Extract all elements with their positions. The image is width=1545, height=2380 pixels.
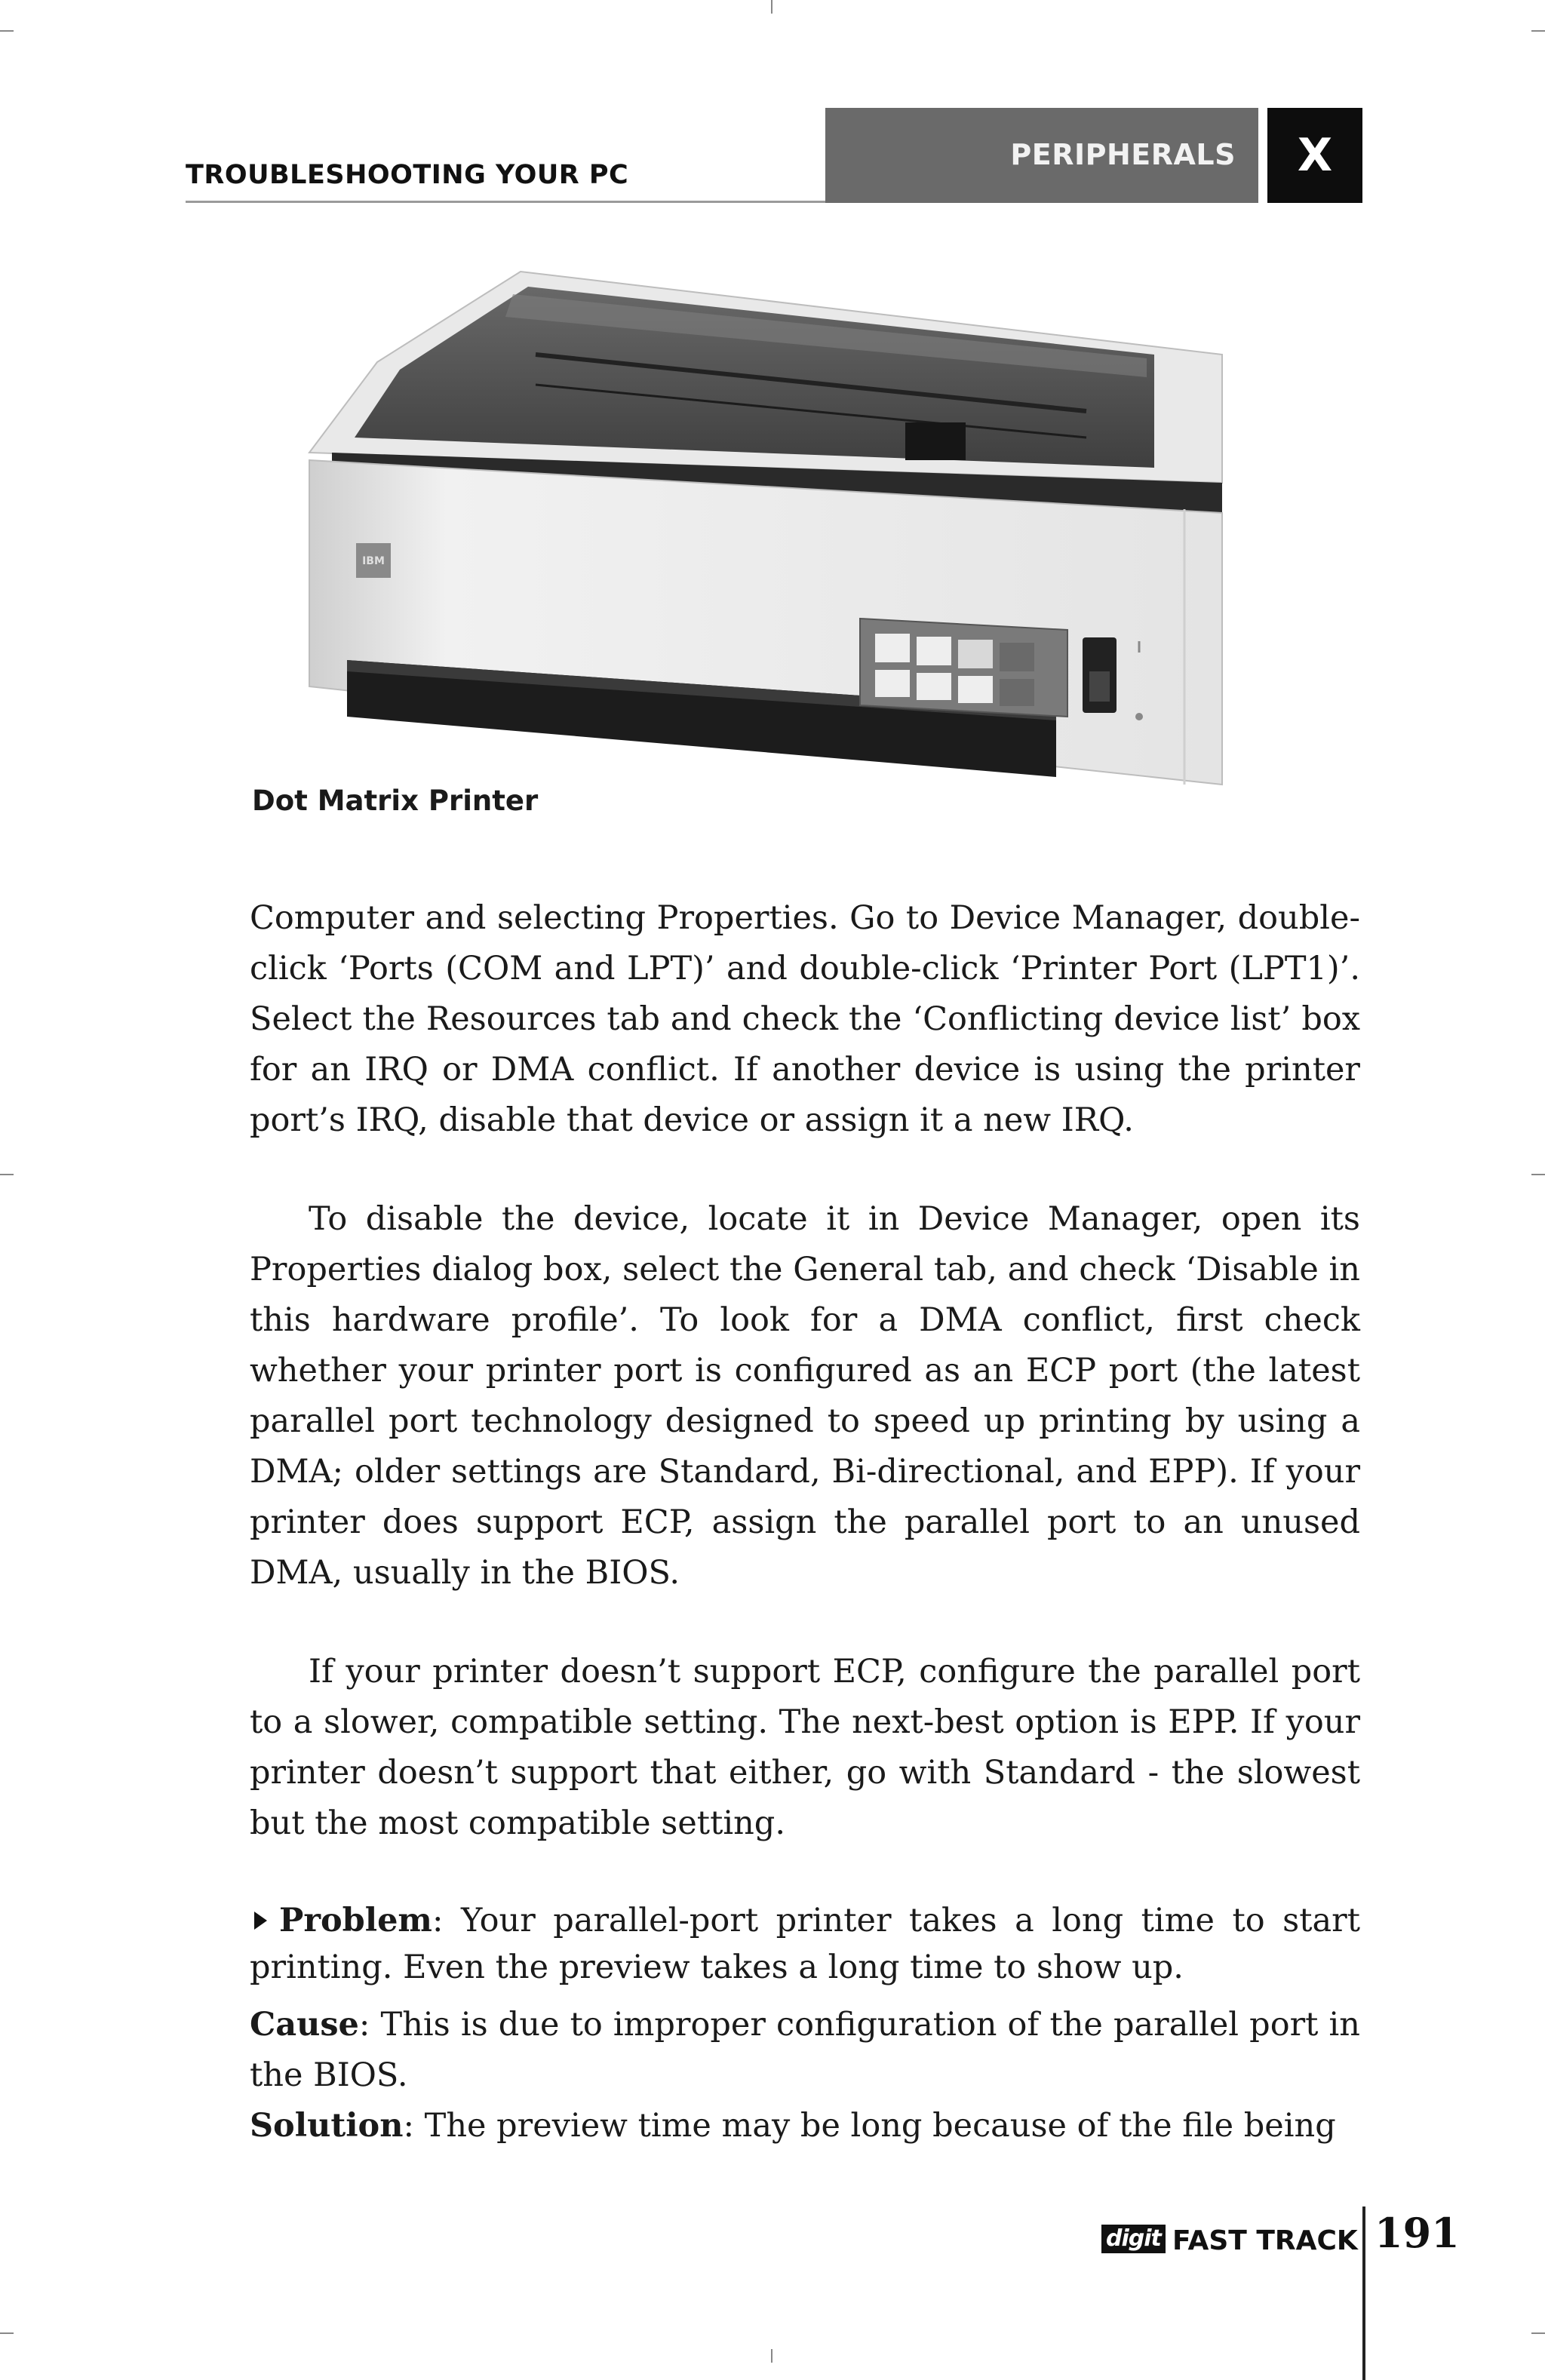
header-rule	[186, 201, 827, 203]
paragraph: Computer and selecting Properties. Go to Device Manager, double-click ‘Ports (COM and LPT)’ and double-click ‘Printer Port (LPT1)’. Select the Resources tab and check the ‘Conflicting device list’ box for an IRQ or DMA conflict. If another device is using the printer port’s IRQ, disable that device or assign it a new IRQ.	[250, 899, 1360, 1139]
running-head-title: TROUBLESHOOTING YOUR PC	[186, 160, 629, 190]
crop-mark	[1531, 2332, 1545, 2334]
cause-label: Cause	[250, 2006, 359, 2044]
dot-matrix-printer-image	[287, 264, 1230, 837]
section-label: PERIPHERALS	[1010, 138, 1236, 171]
footer-label: FAST TRACK	[1172, 2225, 1358, 2256]
solution-label: Solution	[250, 2107, 404, 2145]
chapter-marker: X	[1267, 108, 1362, 203]
paragraph: To disable the device, locate it in Device Manager, open its Properties dialog box, select the General tab, and check ‘Disable in this hardware profile’. To look for a DMA conflict, first check whether your printer port is configured as an ECP port (the latest parallel port technology designed to speed up printing by using a DMA; older settings are Standard, Bi-directional, and EPP). If your printer does support ECP, assign the parallel port to an unused DMA, usually in the BIOS.	[250, 1200, 1360, 1592]
crop-mark	[771, 0, 772, 14]
cause-text: : This is due to improper configuration of the parallel port in the BIOS.	[250, 2006, 1360, 2094]
digit-logo: digit	[1101, 2225, 1166, 2253]
solution-entry	[250, 2101, 1360, 2151]
footer-rule	[1362, 2206, 1365, 2380]
triangle-bullet-icon	[254, 1912, 267, 1930]
page-number: 191	[1375, 2209, 1460, 2257]
figure-caption: Dot Matrix Printer	[252, 785, 539, 817]
crop-mark	[0, 2332, 14, 2334]
problem-text: : Your parallel-port printer takes a long time to start printing. Even the preview takes a long time to show up.	[250, 1902, 1360, 1986]
crop-mark	[0, 30, 14, 32]
crop-mark	[1531, 30, 1545, 32]
solution-text: : The preview time may be long because of the file being	[403, 2107, 1336, 2145]
crop-mark	[0, 1174, 14, 1175]
paragraph: If your printer doesn’t support ECP, configure the parallel port to a slower, compatible setting. The next-best option is EPP. If your printer doesn’t support that either, go with Standard - the slowest but the most compatible setting.	[250, 1653, 1360, 1842]
section-tab	[825, 108, 1258, 203]
cause-entry	[250, 2000, 1360, 2101]
problem-label: Problem	[279, 1902, 432, 1939]
body-text	[250, 893, 1360, 2151]
brand-plate: IBM	[362, 555, 385, 567]
problem-entry	[250, 1897, 1360, 1991]
crop-mark	[771, 2349, 772, 2363]
crop-mark	[1531, 1174, 1545, 1175]
